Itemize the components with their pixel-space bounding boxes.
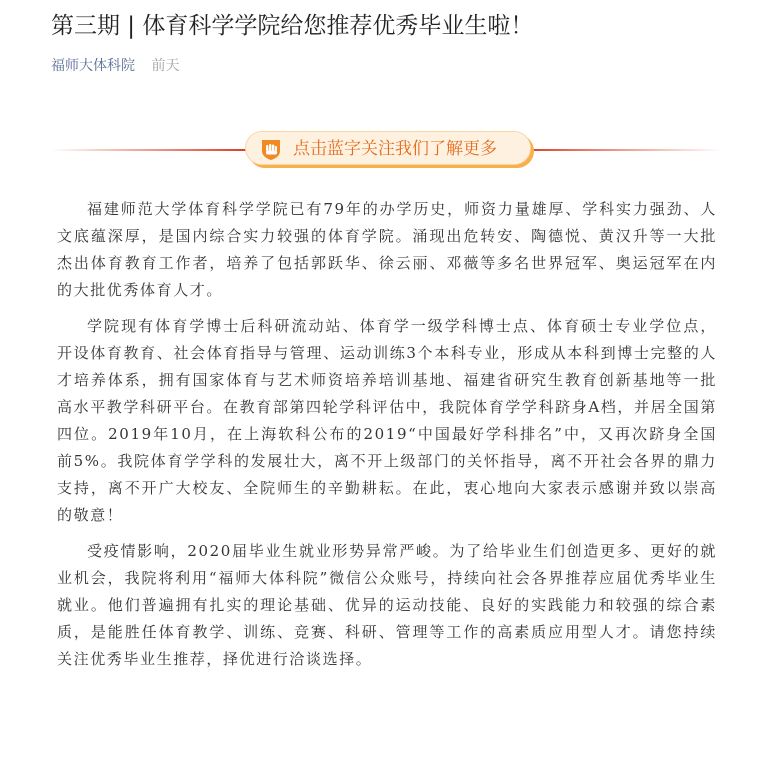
article-meta <box>51 56 179 76</box>
body-paragraph: 福建师范大学体育科学学院已有79年的办学历史，师资力量雄厚、学科实力强劲、人文底蕴深厚，是国内综合实力较强的体育学院。涌现出危转安、陶德悦、黄汉升等一大批杰出体育教育工作者，培养了包括郭跃华、徐云丽、邓薇等多名世界冠军、奥运冠军在内的大批优秀体育人才。 <box>57 200 717 299</box>
banner-divider-left <box>50 149 250 151</box>
fist-icon <box>258 136 284 162</box>
follow-prompt-label: 点击蓝字关注我们了解更多 <box>293 139 497 159</box>
body-paragraph: 学院现有体育学博士后科研流动站、体育学一级学科博士点、体育硕士专业学位点，开设体育教育、社会体育指导与管理、运动训练3个本科专业，形成从本科到博士完整的人才培养体系，拥有国家体育与艺术师资培养培训基地、福建省研究生教育创新基地等一批高水平教学科研平台。在教育部第四轮学科评估中，我院体育学学科跻身A档，并居全国第四位。2019年10月，在上海软科公布的2019“中国最好学科排名”中，又再次跻身全国前5%。我院体育学学科的发展壮大，离不开上级部门的关怀指导，离不开社会各界的鼎力支持，离不开广大校友、全院师生的辛勤耕耘。在此，衷心地向大家表示感谢并致以崇高的敬意！ <box>57 317 717 524</box>
publish-time: 前天 <box>151 58 180 74</box>
article-body <box>57 196 717 682</box>
banner-divider-right <box>520 149 723 151</box>
follow-prompt-button[interactable] <box>245 131 531 165</box>
follow-banner <box>0 128 763 168</box>
body-paragraph: 受疫情影响，2020届毕业生就业形势异常严峻。为了给毕业生们创造更多、更好的就业机会，我院将利用“福师大体科院”微信公众账号，持续向社会各界推荐应届优秀毕业生就业。他们普遍拥有扎实的理论基础、优异的运动技能、良好的实践能力和较强的综合素质，是能胜任体育教学、训练、竞赛、科研、管理等工作的高素质应用型人才。请您持续关注优秀毕业生推荐，择优进行洽谈选择。 <box>57 542 717 668</box>
account-name-link[interactable]: 福师大体科院 <box>51 58 135 74</box>
article-title: 第三期 | 体育科学学院给您推荐优秀毕业生啦！ <box>51 13 534 39</box>
